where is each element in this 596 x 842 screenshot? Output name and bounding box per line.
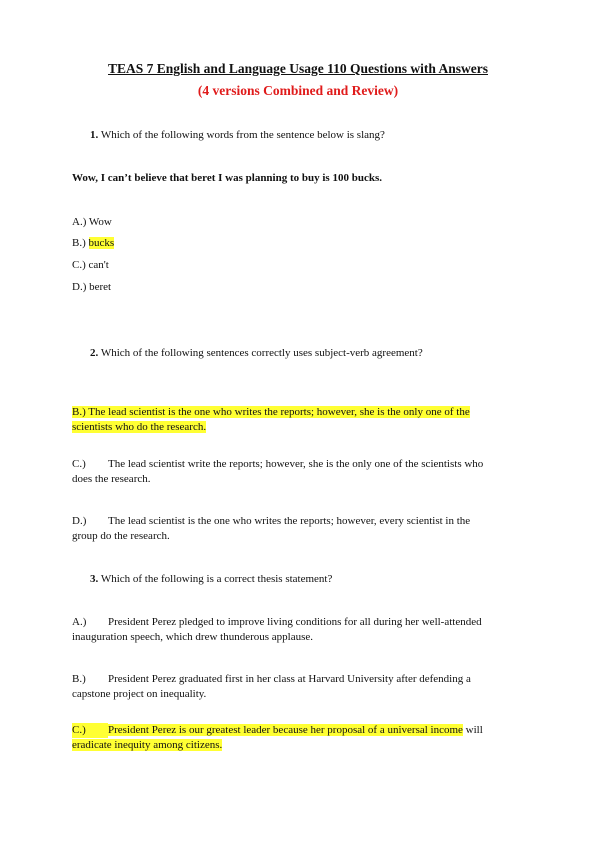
option-text-highlighted: President Perez is our greatest leader because her proposal of a universal income [108, 724, 463, 736]
option-text: beret [89, 281, 112, 293]
option-label: B.) [72, 237, 86, 249]
option-text: capstone project on inequality. [72, 687, 207, 700]
option-text: group do the research. [72, 529, 170, 542]
q2-option-c [72, 457, 524, 486]
option-label: C.) [72, 259, 86, 271]
option-label: D.) [72, 281, 87, 293]
option-text-highlighted: eradicate inequity among citizens. [72, 738, 223, 751]
option-label: B.) [72, 673, 86, 685]
document-subtitle: (4 versions Combined and Review) [197, 83, 399, 98]
q1-option-b [72, 236, 114, 250]
option-text: Wow [88, 216, 112, 228]
option-text: does the research. [72, 472, 151, 485]
option-text: The lead scientist write the reports; however, she is the only one of the scientists who [108, 458, 484, 470]
question-1 [90, 128, 385, 142]
q1-option-a [72, 215, 112, 229]
q3-option-c [72, 723, 524, 752]
question-1-sentence: Wow, I can’t believe that beret I was planning to buy is 100 bucks. [72, 172, 382, 184]
option-text: will [462, 724, 483, 736]
q1-option-c [72, 258, 109, 272]
q3-option-a [72, 615, 524, 644]
option-text: The lead scientist is the one who writes the reports; however, every scientist in the [108, 515, 471, 527]
option-text: President Perez pledged to improve living conditions for all during her well-attended [108, 616, 482, 628]
q3-option-b [72, 672, 524, 701]
q2-option-b [72, 405, 524, 434]
q2-option-d [72, 514, 524, 543]
question-2 [90, 346, 423, 360]
option-text-highlighted: B.) The lead scientist is the one who writes the reports; however, she is the only one of the [72, 406, 470, 418]
option-text: President Perez graduated first in her class at Harvard University after defending a [108, 673, 471, 685]
option-text-highlighted: bucks [88, 237, 115, 249]
q1-option-d [72, 280, 111, 294]
option-label: C.) [72, 458, 86, 470]
option-label: A.) [72, 216, 87, 228]
question-text: Which of the following sentences correctly uses subject-verb agreement? [100, 347, 423, 359]
question-text: Which of the following is a correct thesis statement? [100, 573, 333, 585]
question-number: 1. [90, 129, 99, 141]
document-title: TEAS 7 English and Language Usage 110 Questions with Answers [108, 61, 488, 76]
option-label-highlighted: C.) [72, 723, 108, 738]
question-number: 2. [90, 347, 99, 359]
option-label: A.) [72, 616, 87, 628]
option-text: can't [88, 259, 109, 271]
option-text: inauguration speech, which drew thunderous applause. [72, 630, 314, 643]
option-label: D.) [72, 515, 87, 527]
question-number: 3. [90, 573, 99, 585]
question-text: Which of the following words from the sentence below is slang? [100, 129, 385, 141]
question-3 [90, 572, 332, 586]
option-text-highlighted: scientists who do the research. [72, 420, 207, 433]
